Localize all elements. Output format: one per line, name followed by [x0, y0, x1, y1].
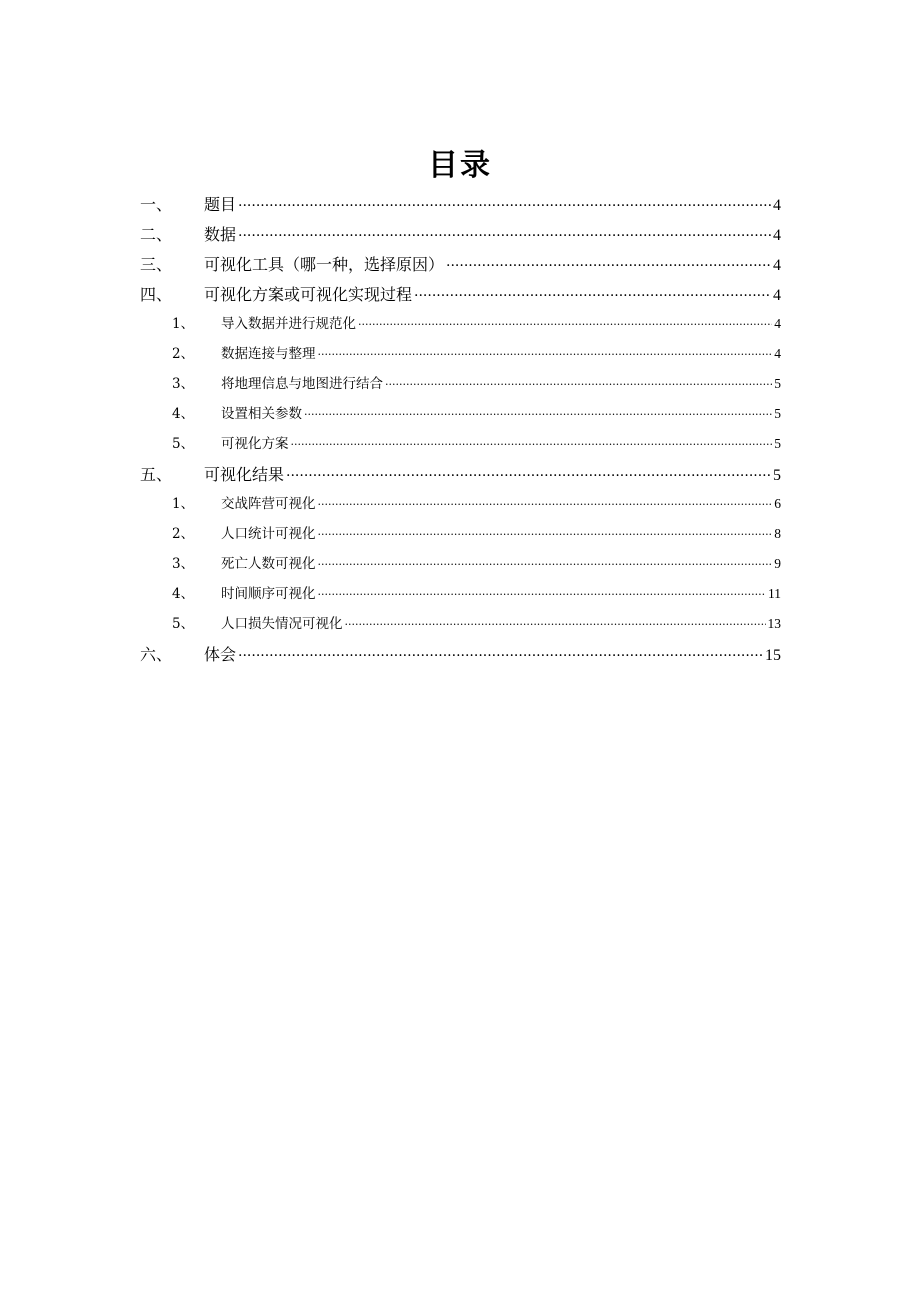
toc-entry-page: 15	[765, 647, 781, 664]
toc-dot-leader	[446, 254, 771, 270]
toc-entry-number: 2、	[172, 526, 195, 542]
toc-dot-leader	[304, 405, 772, 419]
toc-entry-number: 5、	[172, 616, 195, 632]
toc-entry-number: 4、	[172, 406, 195, 422]
toc-dot-leader	[414, 284, 771, 300]
toc-dot-leader	[318, 555, 773, 569]
toc-dot-leader	[286, 464, 771, 480]
toc-entry[interactable]	[140, 642, 781, 672]
toc-entry-number: 5、	[172, 436, 195, 452]
toc-dot-leader	[318, 495, 773, 509]
toc-entry-text: 将地理信息与地图进行结合	[221, 376, 383, 392]
toc-entry-number: 二、	[140, 225, 173, 244]
toc-entry-page: 4	[774, 346, 781, 361]
toc-dot-leader	[291, 435, 773, 449]
toc-entry-page: 4	[773, 197, 781, 214]
toc-entry-number: 五、	[140, 465, 173, 484]
toc-dot-leader	[385, 375, 772, 389]
toc-entry-text: 交战阵营可视化	[221, 496, 316, 512]
toc-entry[interactable]	[140, 282, 781, 312]
toc-entry-page: 5	[774, 376, 781, 391]
toc-subentry[interactable]	[140, 342, 781, 372]
toc-entry-number: 一、	[140, 195, 173, 214]
toc-entry-page: 4	[773, 227, 781, 244]
toc-dot-leader	[318, 525, 773, 539]
toc-dot-leader	[238, 224, 771, 240]
toc-entry-text: 可视化工具（哪一种，选择原因）	[204, 255, 445, 274]
toc-subentry[interactable]	[140, 582, 781, 612]
toc-entry-text: 设置相关参数	[221, 406, 302, 422]
toc-subentry[interactable]	[140, 312, 781, 342]
toc-entry-number: 3、	[172, 556, 195, 572]
toc-entry-page: 5	[774, 406, 781, 421]
toc-entry-text: 人口损失情况可视化	[221, 616, 343, 632]
toc-entry-page: 13	[767, 616, 781, 631]
toc-entry-text: 体会	[204, 645, 237, 664]
toc-entry[interactable]	[140, 222, 781, 252]
toc-dot-leader	[238, 644, 763, 660]
toc-entry-number: 1、	[172, 496, 195, 512]
toc-entry-number: 2、	[172, 346, 195, 362]
toc-title: 目录	[428, 148, 492, 183]
toc-subentry[interactable]	[140, 612, 781, 642]
toc-entry-number: 3、	[172, 376, 195, 392]
toc-entry-page: 4	[773, 257, 781, 274]
toc-subentry[interactable]	[140, 372, 781, 402]
toc-subentry[interactable]	[140, 522, 781, 552]
toc-entry-number: 四、	[140, 285, 173, 304]
toc-subentry[interactable]	[140, 492, 781, 522]
toc-dot-leader	[318, 345, 773, 359]
toc-entry-text: 死亡人数可视化	[221, 556, 316, 572]
toc-dot-leader	[345, 615, 766, 629]
toc-entry-text: 题目	[204, 195, 237, 214]
toc-subentry[interactable]	[140, 552, 781, 582]
toc-entry-number: 三、	[140, 255, 173, 274]
toc-entry-text: 可视化结果	[204, 465, 285, 484]
toc-entry-number: 4、	[172, 586, 195, 602]
toc-entry[interactable]	[140, 462, 781, 492]
toc-entry-page: 9	[774, 556, 781, 571]
toc-subentry[interactable]	[140, 402, 781, 432]
toc-entry-text: 可视化方案或可视化实现过程	[204, 285, 413, 304]
toc-subentry[interactable]	[140, 432, 781, 462]
toc-entry-text: 数据连接与整理	[221, 346, 316, 362]
toc-list	[140, 192, 781, 672]
toc-dot-leader	[318, 585, 767, 599]
toc-entry-text: 时间顺序可视化	[221, 586, 316, 602]
toc-dot-leader	[358, 315, 772, 329]
toc-entry-page: 8	[774, 526, 781, 541]
toc-entry-page: 5	[774, 436, 781, 451]
toc-entry-page: 4	[774, 316, 781, 331]
toc-entry-number: 1、	[172, 316, 195, 332]
toc-entry-page: 5	[773, 467, 781, 484]
toc-entry[interactable]	[140, 252, 781, 282]
toc-entry-number: 六、	[140, 645, 173, 664]
toc-entry-text: 数据	[204, 225, 237, 244]
toc-entry-page: 11	[768, 586, 781, 601]
toc-entry-text: 人口统计可视化	[221, 526, 316, 542]
toc-entry-text: 导入数据并进行规范化	[221, 316, 356, 332]
toc-dot-leader	[238, 194, 771, 210]
toc-entry-page: 4	[773, 287, 781, 304]
toc-entry[interactable]	[140, 192, 781, 222]
toc-entry-page: 6	[774, 496, 781, 511]
toc-entry-text: 可视化方案	[221, 436, 289, 452]
